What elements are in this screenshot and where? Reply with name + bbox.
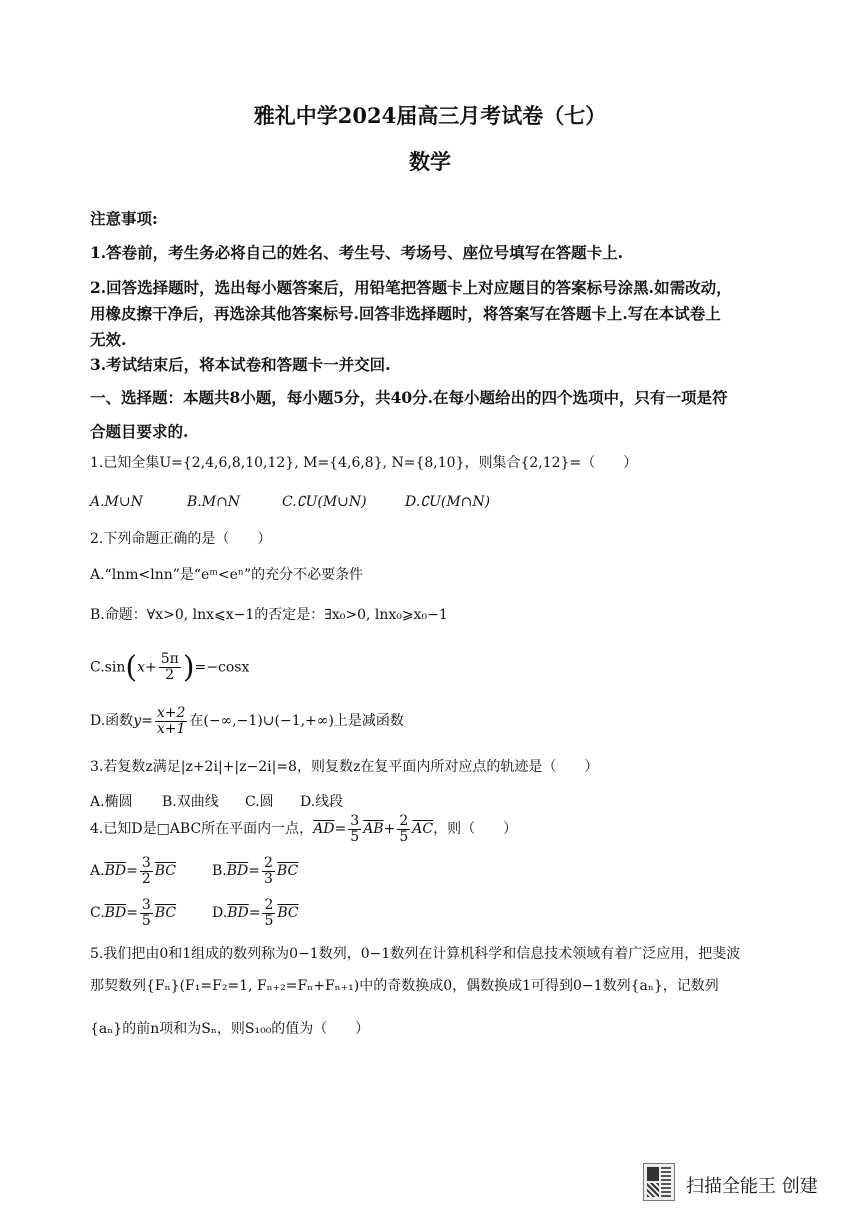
fraction-option-c <box>140 898 153 928</box>
question-3-option-b: B.双曲线 <box>162 794 219 810</box>
vector-bd: $\overline{BD}$ <box>227 905 249 922</box>
notice-item-2-line-3: 无效. <box>90 330 127 349</box>
fraction-denominator: 2 <box>141 870 151 887</box>
question-4-stem-suffix: ，则（ ） <box>433 821 518 838</box>
question-2-option-d <box>90 706 404 736</box>
vector-ac: $\overline{AC}$ <box>412 821 434 838</box>
plus-sign: + <box>383 821 396 838</box>
option-label: A. <box>90 863 105 880</box>
vector-bd: $\overline{BD}$ <box>104 905 127 922</box>
notice-item-3: 3.考试结束后，将本试卷和答题卡一并交回. <box>90 355 391 374</box>
fraction-numerator: 3 <box>350 813 360 829</box>
fraction-numerator: 5π <box>160 651 179 668</box>
vector-bd: $\overline{BD}$ <box>104 863 127 880</box>
option-c-suffix: =−cosx <box>194 659 250 676</box>
question-3-stem: 3.若复数z满足|z+2i|+|z−2i|=8，则复数z在复平面内所对应点的轨迹是（ ） <box>90 759 599 775</box>
scanner-watermark-text: 扫描全能王 创建 <box>686 1176 818 1197</box>
fraction-denominator: 5 <box>141 912 151 929</box>
question-1-option-a: A.M∪N <box>90 494 143 510</box>
notice-item-2-line-1: 2.回答选择题时，选出每小题答案后，用铅笔把答题卡上对应题目的答案标号涂黑.如需改动， <box>90 278 732 297</box>
vector-ab: $\overline{AB}$ <box>363 821 384 838</box>
fraction-5pi-over-2 <box>159 652 181 682</box>
fraction-option-d <box>262 898 275 928</box>
fraction-numerator: x+2 <box>156 705 186 721</box>
exam-title: 雅礼中学2024届高三月考试卷（七） <box>253 103 607 128</box>
question-1-option-b: B.M∩N <box>187 494 241 510</box>
vector-bc: $\overline{BC}$ <box>154 863 176 880</box>
fraction-denominator: 5 <box>264 912 274 929</box>
question-3-option-a: A.椭圆 <box>90 794 133 810</box>
notice-heading: 注意事项: <box>90 209 158 228</box>
question-2-option-b: B.命题：∀x>0, lnx⩽x−1的否定是：∃x₀>0, lnx₀⩾x₀−1 <box>90 607 448 623</box>
equals-sign: = <box>334 821 347 838</box>
fraction-denominator: 5 <box>399 828 409 845</box>
right-paren: ) <box>182 650 195 685</box>
fraction-x-plus-2-over-x-plus-1 <box>155 706 188 736</box>
vector-ad: $\overline{AD}$ <box>313 821 335 838</box>
fraction-numerator: 2 <box>264 855 273 871</box>
option-d-suffix: 在(−∞,−1)∪(−1,+∞)上是减函数 <box>189 713 404 730</box>
question-5-line-3: {aₙ}的前n项和为Sₙ，则S₁₀₀的值为（ ） <box>90 1021 370 1037</box>
question-1-stem: 1.已知全集U={2,4,6,8,10,12}, M={4,6,8}, N={8,10}，则集合{2,12}=（ ） <box>90 455 638 471</box>
question-1-option-c: C.∁U(M∪N) <box>282 494 367 510</box>
option-c-x: x+ <box>137 659 157 676</box>
fraction-denominator: 2 <box>165 667 175 683</box>
section-heading-line-2: 合题目要求的. <box>90 422 189 441</box>
option-c-prefix: C.sin <box>90 659 126 676</box>
left-paren: ( <box>125 650 138 685</box>
option-label: C. <box>90 905 105 922</box>
fraction-denominator: x+1 <box>156 720 186 737</box>
option-label: B. <box>212 863 227 880</box>
vector-bc: $\overline{BC}$ <box>277 905 299 922</box>
fraction-denominator: 5 <box>350 828 360 845</box>
option-d-y: y= <box>133 713 153 730</box>
qr-code-icon <box>643 1163 675 1201</box>
question-2-stem: 2.下列命题正确的是（ ） <box>90 531 272 547</box>
question-4-option-b: $B.\overline{BD}=$ $\frac{2}{3}$ $\overline{BC}$ <box>212 855 299 887</box>
fraction-option-a <box>140 856 153 886</box>
fraction-numerator: 3 <box>141 897 151 913</box>
fraction-2-over-5 <box>397 814 410 844</box>
question-3-option-d: D.线段 <box>300 794 344 810</box>
fraction-denominator: 3 <box>264 870 273 887</box>
question-5-line-2: 那契数列{Fₙ}(F₁=F₂=1, Fₙ₊₂=Fₙ+Fₙ₊₁)中的奇数换成0，偶数换成1可得到0−1数列{aₙ}，记数列 <box>90 978 719 994</box>
vector-bd: $\overline{BD}$ <box>226 863 249 880</box>
question-4-stem-prefix: 4.已知D是□ABC所在平面内一点， <box>90 821 314 838</box>
fraction-numerator: 2 <box>264 897 274 913</box>
subject-title: 数学 <box>409 149 451 174</box>
question-4-option-c: $C.\overline{BD}=$ $\frac{3}{5}$ $\overline{BC}$ <box>90 897 177 929</box>
question-2-option-a: A.“lnm<lnn”是“eᵐ<eⁿ”的充分不必要条件 <box>90 567 364 583</box>
option-label: D. <box>212 905 228 922</box>
notice-item-2-line-2: 用橡皮擦干净后，再选涂其他答案标号.回答非选择题时，将答案写在答题卡上.写在本试卷上 <box>90 304 721 323</box>
question-4-option-a: $A.\overline{BD}=$ $\frac{3}{2}$ $\overline{BC}$ <box>90 855 176 887</box>
question-4-option-d: $D.\overline{BD}=$ $\frac{2}{5}$ $\overline{BC}$ <box>212 897 299 929</box>
option-d-prefix: D.函数 <box>90 713 134 730</box>
fraction-3-over-5 <box>348 814 361 844</box>
question-2-option-c <box>90 650 249 685</box>
question-3-option-c: C.圆 <box>245 794 274 810</box>
question-4-stem <box>90 814 517 844</box>
notice-item-1: 1.答卷前，考生务必将自己的姓名、考生号、考场号、座位号填写在答题卡上. <box>90 243 624 262</box>
fraction-option-b <box>262 856 275 886</box>
vector-bc: $\overline{BC}$ <box>276 863 299 880</box>
question-5-line-1: 5.我们把由0和1组成的数列称为0−1数列，0−1数列在计算机科学和信息技术领域有着广泛应用，把斐波 <box>90 946 741 962</box>
fraction-numerator: 2 <box>399 813 409 829</box>
vector-bc: $\overline{BC}$ <box>154 905 177 922</box>
question-1-option-d: D.∁U(M∩N) <box>405 494 491 510</box>
section-heading-line-1: 一、选择题：本题共8小题，每小题5分，共40分.在每小题给出的四个选项中，只有一项是符 <box>90 388 728 407</box>
fraction-numerator: 3 <box>141 855 151 871</box>
